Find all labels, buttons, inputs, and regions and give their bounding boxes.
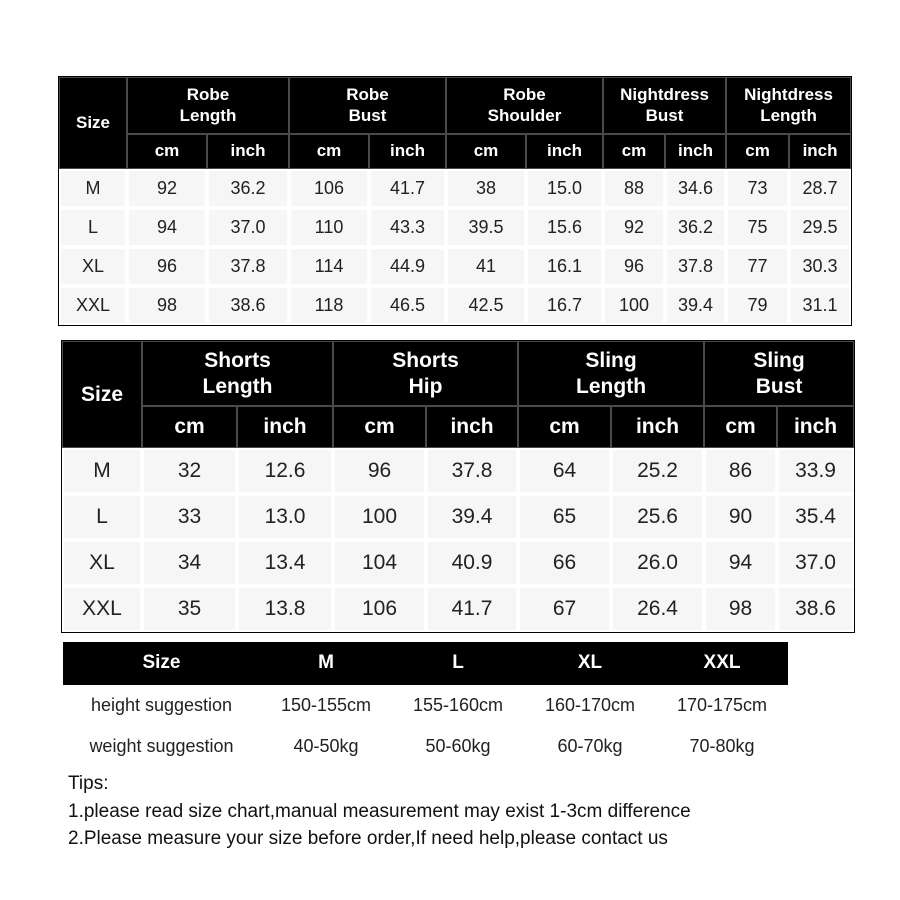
value-cell: 37.8	[665, 247, 726, 286]
value-cell: 13.8	[237, 586, 333, 632]
table-row	[63, 685, 788, 726]
tip-line: 2.Please measure your size before order,If need help,please contact us	[68, 828, 668, 849]
unit-header-row	[59, 134, 851, 169]
unit-cm-header: cm	[446, 134, 526, 169]
value-cell: 94	[127, 208, 207, 247]
table-row	[62, 540, 854, 586]
value-cell: 90	[704, 494, 777, 540]
value-cell: 35	[142, 586, 237, 632]
value-cell: 104	[333, 540, 426, 586]
size-m-header: M	[260, 642, 392, 685]
value-cell: 65	[518, 494, 611, 540]
value-cell: 150-155cm	[260, 685, 392, 726]
value-cell: 13.0	[237, 494, 333, 540]
unit-header-row	[62, 406, 854, 448]
table-header-row	[59, 77, 851, 134]
value-cell: 38.6	[207, 286, 289, 325]
value-cell: 96	[127, 247, 207, 286]
value-cell: 41	[446, 247, 526, 286]
value-cell: 26.0	[611, 540, 704, 586]
unit-inch-header: inch	[426, 406, 518, 448]
unit-inch-header: inch	[237, 406, 333, 448]
size-header: Size	[59, 77, 127, 169]
unit-cm-header: cm	[726, 134, 789, 169]
table-header-row	[63, 642, 788, 685]
value-cell: 73	[726, 169, 789, 208]
unit-inch-header: inch	[789, 134, 851, 169]
unit-cm-header: cm	[289, 134, 369, 169]
unit-cm-header: cm	[333, 406, 426, 448]
value-cell: 28.7	[789, 169, 851, 208]
column-group-header: Sling Length	[518, 341, 704, 406]
value-cell: 13.4	[237, 540, 333, 586]
value-cell: 110	[289, 208, 369, 247]
value-cell: 37.8	[426, 448, 518, 494]
tips-section	[68, 770, 691, 853]
value-cell: 38	[446, 169, 526, 208]
size-header: Size	[63, 642, 260, 685]
unit-inch-header: inch	[665, 134, 726, 169]
column-group-header: Robe Bust	[289, 77, 446, 134]
value-cell: 106	[333, 586, 426, 632]
value-cell: 106	[289, 169, 369, 208]
value-cell: 92	[127, 169, 207, 208]
value-cell: 160-170cm	[524, 685, 656, 726]
value-cell: 155-160cm	[392, 685, 524, 726]
value-cell: 39.4	[426, 494, 518, 540]
row-label: height suggestion	[63, 685, 260, 726]
value-cell: 92	[603, 208, 665, 247]
row-label: weight suggestion	[63, 726, 260, 767]
value-cell: 25.6	[611, 494, 704, 540]
size-table-shorts-sling	[61, 340, 855, 633]
table-row	[62, 586, 854, 632]
unit-inch-header: inch	[611, 406, 704, 448]
column-group-header: Nightdress Bust	[603, 77, 726, 134]
value-cell: 34.6	[665, 169, 726, 208]
size-xl-header: XL	[524, 642, 656, 685]
value-cell: 40-50kg	[260, 726, 392, 767]
value-cell: 29.5	[789, 208, 851, 247]
unit-cm-header: cm	[704, 406, 777, 448]
table-row	[63, 726, 788, 767]
value-cell: 118	[289, 286, 369, 325]
value-cell: 36.2	[207, 169, 289, 208]
value-cell: 44.9	[369, 247, 446, 286]
tips-title: Tips:	[68, 773, 109, 794]
unit-cm-header: cm	[142, 406, 237, 448]
size-cell: XL	[62, 540, 142, 586]
unit-cm-header: cm	[603, 134, 665, 169]
value-cell: 15.0	[526, 169, 603, 208]
value-cell: 70-80kg	[656, 726, 788, 767]
unit-inch-header: inch	[207, 134, 289, 169]
value-cell: 40.9	[426, 540, 518, 586]
value-cell: 67	[518, 586, 611, 632]
value-cell: 15.6	[526, 208, 603, 247]
size-cell: XXL	[59, 286, 127, 325]
value-cell: 114	[289, 247, 369, 286]
value-cell: 98	[704, 586, 777, 632]
tip-line: 1.please read size chart,manual measurement may exist 1-3cm difference	[68, 800, 691, 822]
unit-inch-header: inch	[777, 406, 854, 448]
value-cell: 100	[603, 286, 665, 325]
size-cell: M	[59, 169, 127, 208]
size-cell: XL	[59, 247, 127, 286]
value-cell: 88	[603, 169, 665, 208]
value-cell: 16.7	[526, 286, 603, 325]
value-cell: 37.8	[207, 247, 289, 286]
value-cell: 35.4	[777, 494, 854, 540]
size-cell: M	[62, 448, 142, 494]
value-cell: 39.5	[446, 208, 526, 247]
unit-inch-header: inch	[369, 134, 446, 169]
value-cell: 12.6	[237, 448, 333, 494]
value-cell: 96	[333, 448, 426, 494]
value-cell: 16.1	[526, 247, 603, 286]
unit-cm-header: cm	[518, 406, 611, 448]
value-cell: 39.4	[665, 286, 726, 325]
value-cell: 38.6	[777, 586, 854, 632]
table-row	[59, 208, 851, 247]
value-cell: 98	[127, 286, 207, 325]
size-cell: L	[59, 208, 127, 247]
column-group-header: Nightdress Length	[726, 77, 851, 134]
value-cell: 94	[704, 540, 777, 586]
value-cell: 33	[142, 494, 237, 540]
value-cell: 26.4	[611, 586, 704, 632]
value-cell: 31.1	[789, 286, 851, 325]
size-l-header: L	[392, 642, 524, 685]
value-cell: 46.5	[369, 286, 446, 325]
value-cell: 36.2	[665, 208, 726, 247]
value-cell: 25.2	[611, 448, 704, 494]
value-cell: 37.0	[777, 540, 854, 586]
table-row	[59, 286, 851, 325]
value-cell: 42.5	[446, 286, 526, 325]
value-cell: 86	[704, 448, 777, 494]
table-row	[62, 494, 854, 540]
column-group-header: Shorts Hip	[333, 341, 518, 406]
column-group-header: Robe Length	[127, 77, 289, 134]
height-weight-table	[63, 642, 788, 767]
size-cell: XXL	[62, 586, 142, 632]
value-cell: 41.7	[369, 169, 446, 208]
value-cell: 79	[726, 286, 789, 325]
value-cell: 30.3	[789, 247, 851, 286]
value-cell: 100	[333, 494, 426, 540]
value-cell: 170-175cm	[656, 685, 788, 726]
value-cell: 60-70kg	[524, 726, 656, 767]
table-row	[59, 247, 851, 286]
table-row	[59, 169, 851, 208]
value-cell: 96	[603, 247, 665, 286]
value-cell: 50-60kg	[392, 726, 524, 767]
value-cell: 37.0	[207, 208, 289, 247]
size-xxl-header: XXL	[656, 642, 788, 685]
value-cell: 34	[142, 540, 237, 586]
unit-inch-header: inch	[526, 134, 603, 169]
value-cell: 41.7	[426, 586, 518, 632]
value-cell: 66	[518, 540, 611, 586]
table-row	[62, 448, 854, 494]
value-cell: 33.9	[777, 448, 854, 494]
value-cell: 77	[726, 247, 789, 286]
value-cell: 43.3	[369, 208, 446, 247]
value-cell: 75	[726, 208, 789, 247]
size-cell: L	[62, 494, 142, 540]
value-cell: 32	[142, 448, 237, 494]
column-group-header: Robe Shoulder	[446, 77, 603, 134]
unit-cm-header: cm	[127, 134, 207, 169]
size-header: Size	[62, 341, 142, 448]
size-table-robe-nightdress	[58, 76, 852, 326]
column-group-header: Sling Bust	[704, 341, 854, 406]
table-header-row	[62, 341, 854, 406]
value-cell: 64	[518, 448, 611, 494]
column-group-header: Shorts Length	[142, 341, 333, 406]
